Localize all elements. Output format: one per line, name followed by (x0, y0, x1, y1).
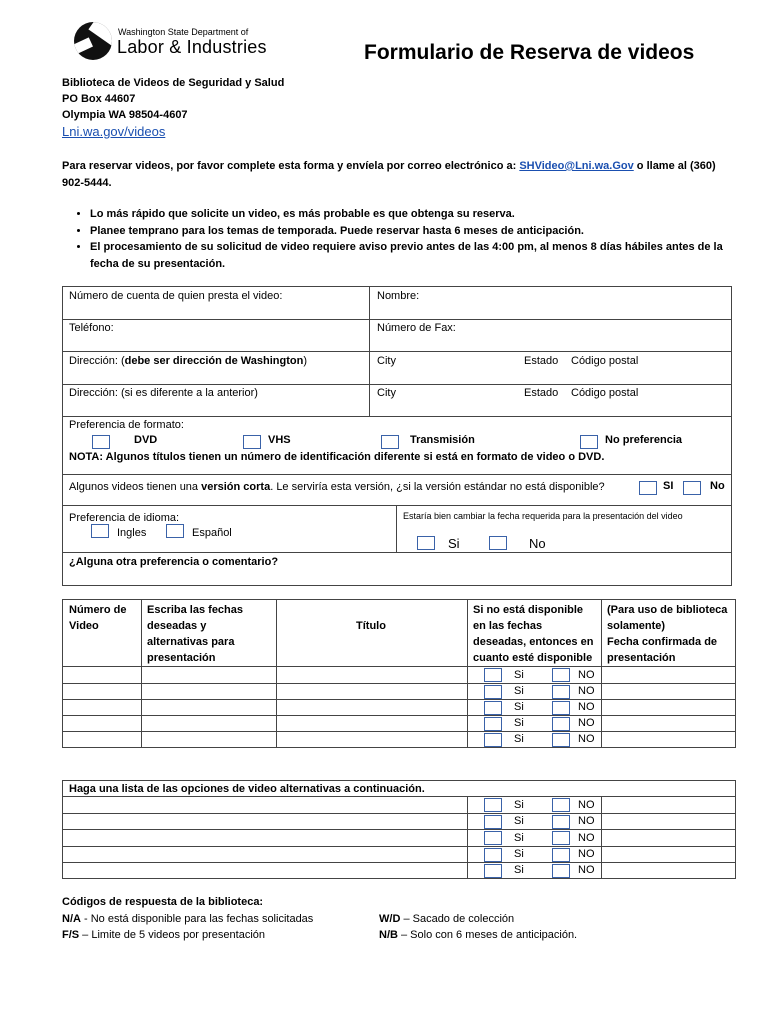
lni-logo-icon (74, 22, 112, 60)
address-line-3: Olympia WA 98504-4607 (62, 109, 188, 121)
language-english-label: Ingles (117, 527, 147, 539)
alt-no-label: NO (578, 848, 595, 860)
row-yes-checkbox[interactable] (484, 668, 502, 682)
address-line-2: PO Box 44607 (62, 93, 136, 105)
col-dates: Escriba las fechas deseadas y alternativas para presentación (147, 604, 244, 664)
row-yes-label: Si (514, 685, 524, 697)
logo-agency-name: Labor & Industries (117, 37, 267, 57)
alt-yes-label: Si (514, 864, 524, 876)
col-title: Título (356, 620, 386, 632)
bullet-item: • El procesamiento de su solicitud de video requiere aviso previo antes de las 4:00 pm, al menos 8 días hábiles antes de la fecha de su presentación. (90, 239, 740, 272)
code-na: N/A - No está disponible para las fechas solicitadas (62, 913, 314, 925)
row-no-checkbox[interactable] (552, 668, 570, 682)
row-no-checkbox[interactable] (552, 717, 570, 731)
row-yes-checkbox[interactable] (484, 685, 502, 699)
short-version-yes-checkbox[interactable] (639, 481, 657, 495)
col-if-unavailable: Si no está disponible en las fechas deseadas, entonces en cuanto esté disponible (473, 604, 594, 664)
row-no-checkbox[interactable] (552, 733, 570, 747)
format-no-preference-checkbox[interactable] (580, 435, 598, 449)
format-dvd-checkbox[interactable] (92, 435, 110, 449)
name-label[interactable]: Nombre: (377, 290, 420, 302)
format-dvd-label: DVD (134, 434, 158, 446)
col-library-use: (Para uso de biblioteca solamente) Fecha confirmada de presentación (607, 604, 728, 664)
date-change-yes-label: Si (448, 536, 460, 551)
format-vhs-checkbox[interactable] (243, 435, 261, 449)
code-fs: F/S – Limite de 5 videos por presentación (62, 929, 266, 941)
alt-no-label: NO (578, 864, 595, 876)
row-no-label: NO (578, 717, 595, 729)
address-wa-label[interactable]: Dirección: (debe ser dirección de Washington) (69, 355, 307, 367)
language-english-checkbox[interactable] (91, 524, 109, 538)
short-version-no-checkbox[interactable] (683, 481, 701, 495)
row-yes-checkbox[interactable] (484, 717, 502, 731)
city-label[interactable]: City (377, 355, 396, 367)
bullet-item: • Lo más rápido que solicite un video, es más probable es que obtenga su reserva. (90, 206, 740, 223)
row-yes-checkbox[interactable] (484, 733, 502, 747)
alt-yes-label: Si (514, 815, 524, 827)
alt-no-checkbox[interactable] (552, 864, 570, 878)
zip-label-2[interactable]: Código postal (571, 387, 639, 399)
row-yes-label: Si (514, 733, 524, 745)
alt-yes-checkbox[interactable] (484, 815, 502, 829)
alt-yes-label: Si (514, 832, 524, 844)
short-version-yes-label: SI (663, 480, 674, 492)
code-wd: W/D – Sacado de colección (379, 913, 515, 925)
row-yes-checkbox[interactable] (484, 701, 502, 715)
account-number-label[interactable]: Número de cuenta de quien presta el video: (69, 290, 283, 302)
format-vhs-label: VHS (268, 434, 291, 446)
row-no-label: NO (578, 701, 595, 713)
logo-agency-line: Washington State Department of (118, 27, 249, 37)
address-line-1: Biblioteca de Videos de Seguridad y Salud (62, 77, 285, 89)
bullet-item: • Planee temprano para los temas de temporada. Puede reservar hasta 6 meses de anticipación. (90, 223, 740, 240)
address-alt-label[interactable]: Dirección: (si es diferente a la anterior) (69, 387, 258, 399)
format-streaming-checkbox[interactable] (381, 435, 399, 449)
row-no-label: NO (578, 685, 595, 697)
language-spanish-label: Español (192, 527, 232, 539)
row-yes-label: Si (514, 717, 524, 729)
alt-no-checkbox[interactable] (552, 848, 570, 862)
col-video-number: Número de Video (69, 604, 127, 632)
short-version-no-label: No (710, 480, 725, 492)
row-no-checkbox[interactable] (552, 685, 570, 699)
format-streaming-label: Transmisión (410, 434, 475, 446)
state-label-2[interactable]: Estado (524, 387, 559, 399)
row-no-checkbox[interactable] (552, 701, 570, 715)
row-no-label: NO (578, 733, 595, 745)
format-note: NOTA: Algunos títulos tienen un número de identificación diferente si está en formato de video o DVD. (69, 451, 605, 463)
phone-label[interactable]: Teléfono: (69, 322, 114, 334)
page-title: Formulario de Reserva de videos (364, 41, 695, 64)
language-spanish-checkbox[interactable] (166, 524, 184, 538)
alt-yes-label: Si (514, 848, 524, 860)
email-link[interactable]: SHVideo@Lni.wa.Gov (519, 160, 634, 172)
alt-no-checkbox[interactable] (552, 831, 570, 845)
alt-yes-checkbox[interactable] (484, 798, 502, 812)
city-label-2[interactable]: City (377, 387, 396, 399)
fax-label[interactable]: Número de Fax: (377, 322, 456, 334)
intro-text: Para reservar videos, por favor complete esta forma y envíela por correo electrónico a: SHVideo@Lni.wa.Gov o llame al (360) 902-5444. (62, 160, 716, 189)
language-label: Preferencia de idioma: (69, 512, 180, 524)
codes-title: Códigos de respuesta de la biblioteca: (62, 896, 264, 908)
code-nb: N/B – Solo con 6 meses de anticipación. (379, 929, 578, 941)
alt-yes-checkbox[interactable] (484, 864, 502, 878)
other-comments-label[interactable]: ¿Alguna otra preferencia o comentario? (69, 556, 279, 568)
alt-yes-checkbox[interactable] (484, 831, 502, 845)
date-change-no-checkbox[interactable] (489, 536, 507, 550)
date-change-yes-checkbox[interactable] (417, 536, 435, 550)
format-label: Preferencia de formato: (69, 419, 184, 431)
alt-yes-checkbox[interactable] (484, 848, 502, 862)
alternatives-header: Haga una lista de las opciones de video alternativas a continuación. (69, 783, 425, 795)
date-change-question: Estaría bien cambiar la fecha requerida para la presentación del video (403, 511, 683, 521)
alt-no-label: NO (578, 832, 595, 844)
website-link[interactable]: Lni.wa.gov/videos (62, 124, 166, 139)
alt-no-label: NO (578, 799, 595, 811)
bullet-list (62, 206, 740, 272)
state-label[interactable]: Estado (524, 355, 559, 367)
alt-no-label: NO (578, 815, 595, 827)
row-no-label: NO (578, 669, 595, 681)
alt-no-checkbox[interactable] (552, 815, 570, 829)
date-change-no-label: No (529, 536, 546, 551)
zip-label[interactable]: Código postal (571, 355, 639, 367)
format-no-preference-label: No preferencia (605, 434, 683, 446)
short-version-question: Algunos videos tienen una versión corta. Le serviría esta versión, ¿si la versión estándar no está disponible? (69, 481, 605, 493)
alt-no-checkbox[interactable] (552, 798, 570, 812)
row-yes-label: Si (514, 701, 524, 713)
row-yes-label: Si (514, 669, 524, 681)
alt-yes-label: Si (514, 799, 524, 811)
